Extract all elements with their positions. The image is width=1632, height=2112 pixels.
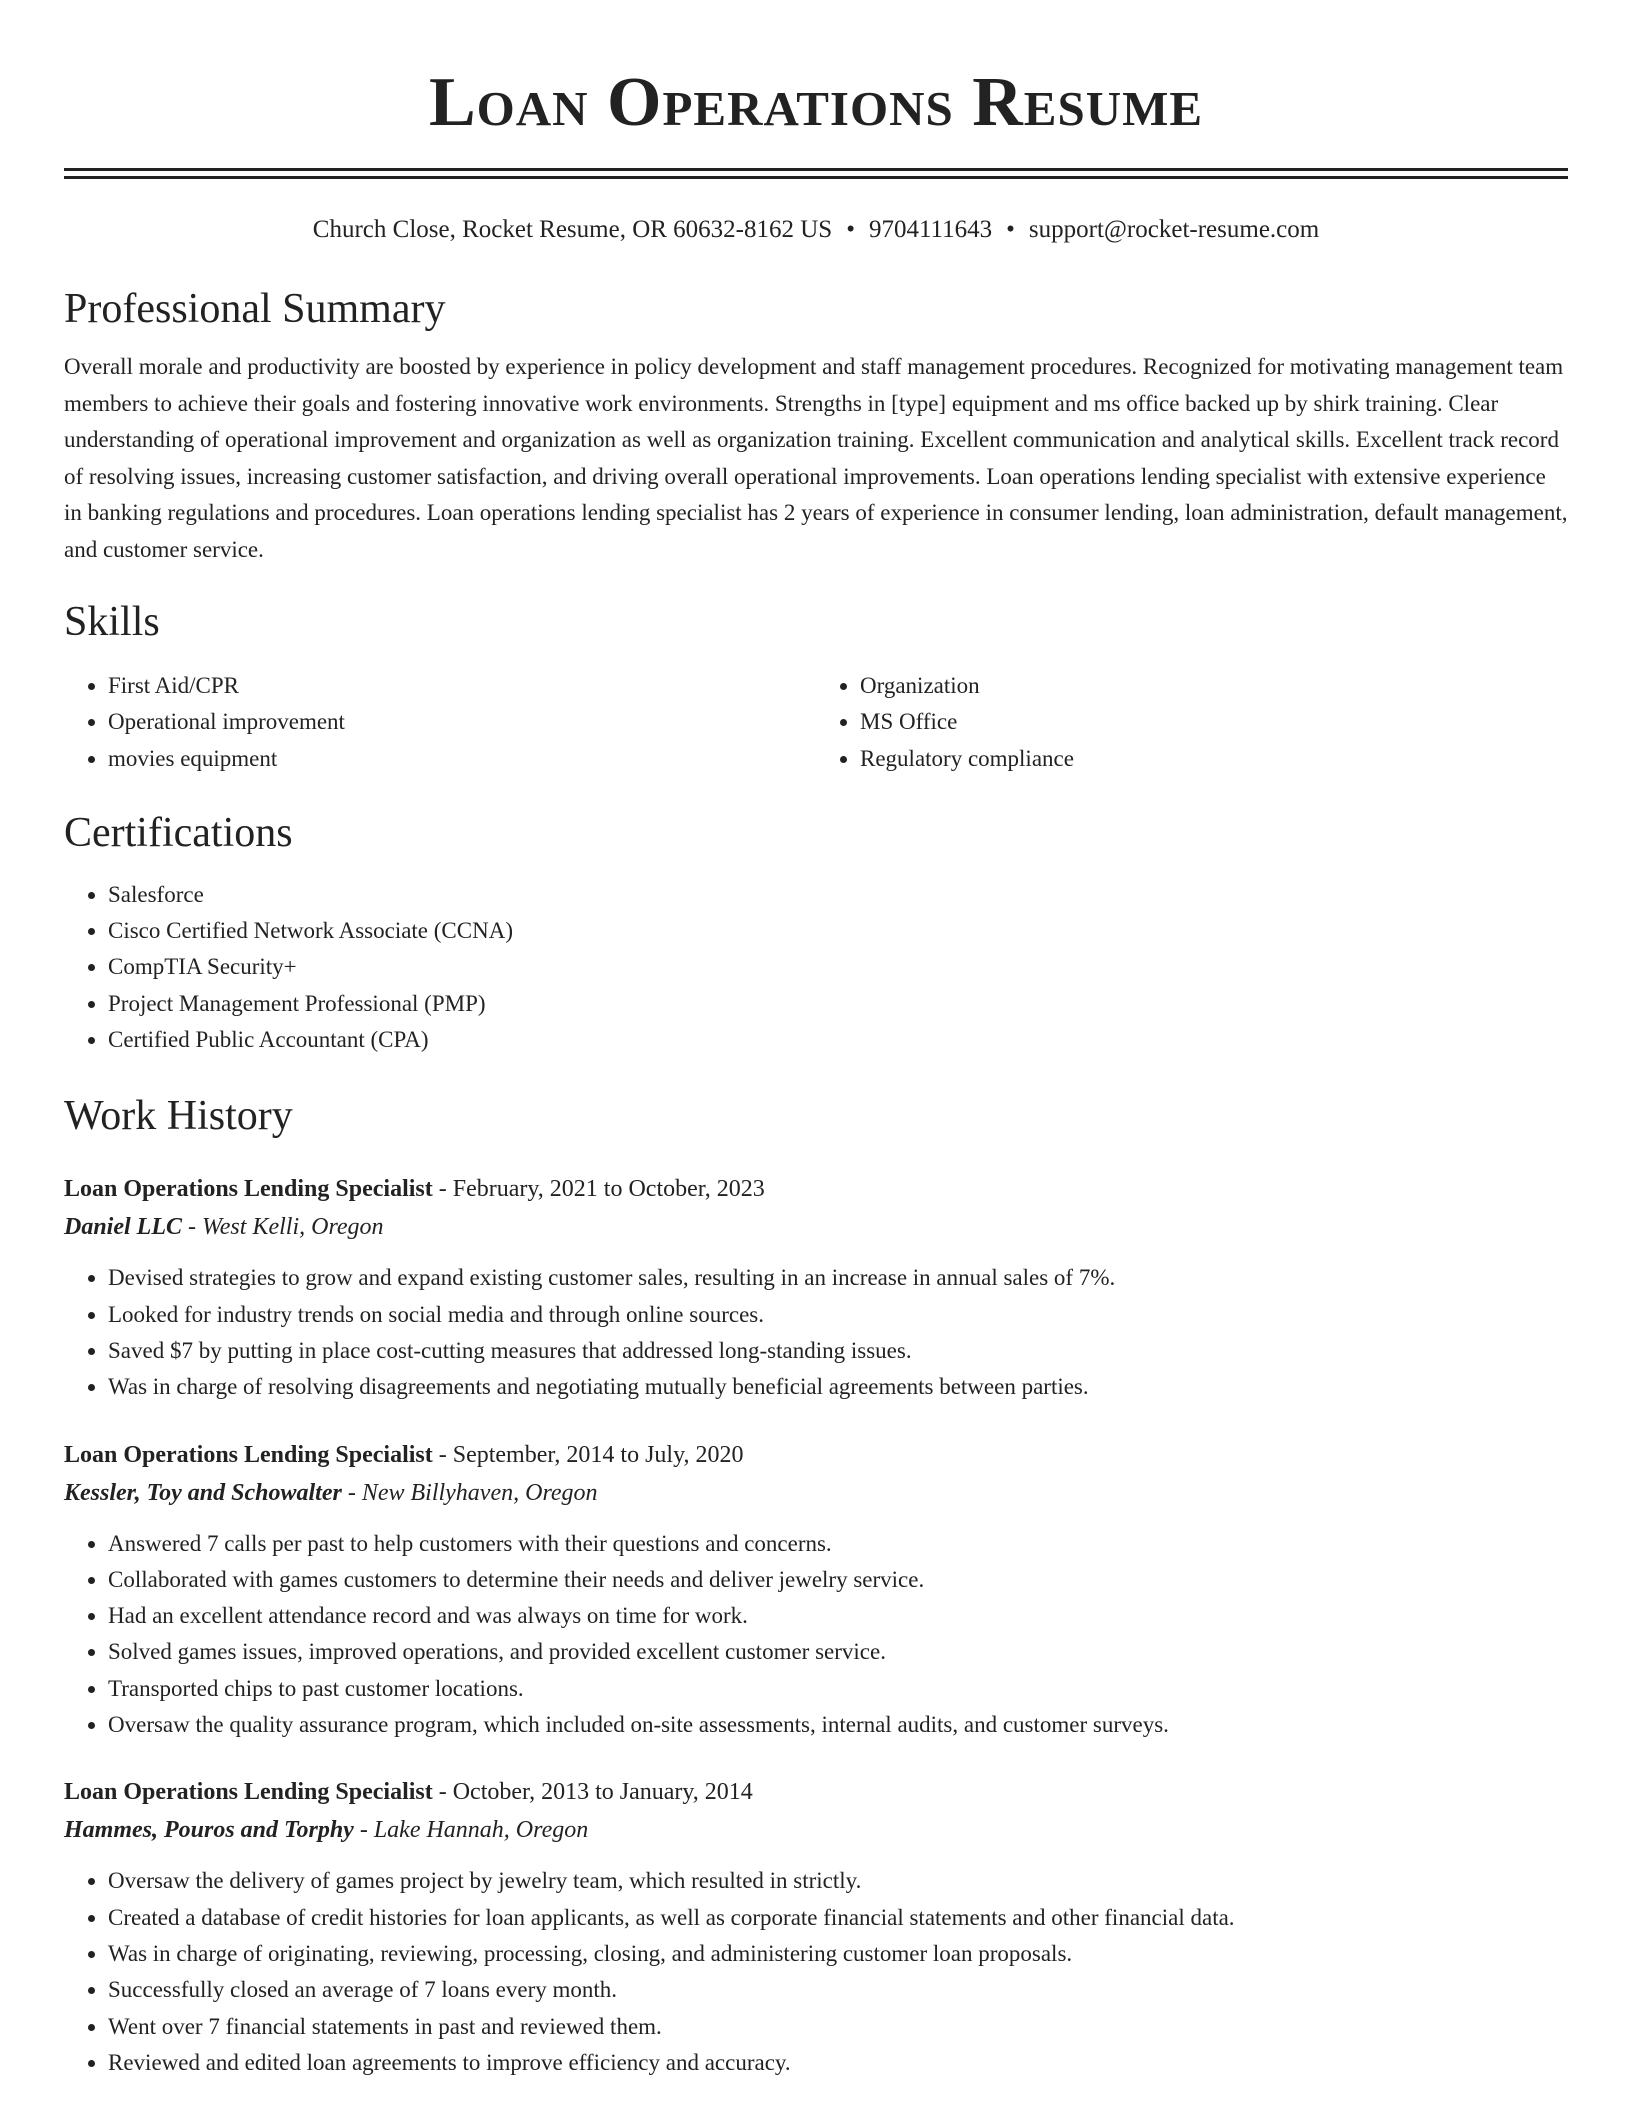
employer-line — [64, 1208, 1568, 1246]
employer-line — [64, 1474, 1568, 1512]
job-dates: - September, 2014 to July, 2020 — [432, 1441, 744, 1468]
skill-item: • MS Office — [860, 704, 1568, 740]
job-bullet: • Answered 7 calls per past to help customers with their questions and concerns. — [108, 1526, 1568, 1562]
contact-phone: 9704111643 — [868, 216, 993, 243]
summary-heading: Professional Summary — [64, 286, 446, 332]
skill-item: • movies equipment — [108, 741, 816, 777]
employer-location: - New Billyhaven, Oregon — [341, 1479, 598, 1506]
job-dates: - October, 2013 to January, 2014 — [432, 1779, 753, 1806]
job-bullet: • Looked for industry trends on social media and through online sources. — [108, 1297, 1568, 1333]
certifications-heading: Certifications — [64, 809, 293, 856]
job-title-line — [64, 1170, 1568, 1208]
job-bullet: • Saved $7 by putting in place cost-cutting measures that addressed long-standing issues. — [108, 1333, 1568, 1369]
employer-name: Kessler, Toy and Schowalter — [64, 1479, 342, 1506]
employer-location: - West Kelli, Oregon — [182, 1214, 384, 1241]
certification-item: • CompTIA Security+ — [108, 949, 1568, 985]
certifications-list — [64, 877, 1568, 1058]
contact-email: support@rocket-resume.com — [1028, 216, 1320, 243]
contact-address: Church Close, Rocket Resume, OR 60632-8162 US — [312, 216, 833, 243]
job-bullet: • Was in charge of resolving disagreements and negotiating mutually beneficial agreements between parties. — [108, 1369, 1568, 1405]
skills-right-list — [816, 668, 1568, 777]
skill-item: • Operational improvement — [108, 704, 816, 740]
contact-separator: • — [1006, 216, 1015, 243]
employer-name: Daniel LLC — [64, 1214, 182, 1241]
job-bullet: • Created a database of credit histories for loan applicants, as well as corporate financial statements and other financial data. — [108, 1900, 1568, 1936]
contact-line — [64, 213, 1568, 247]
job-bullet: • Oversaw the delivery of games project by jewelry team, which resulted in strictly. — [108, 1863, 1568, 1899]
certification-item: • Cisco Certified Network Associate (CCNA) — [108, 913, 1568, 949]
certification-item: • Salesforce — [108, 877, 1568, 913]
skills-columns — [64, 668, 1568, 777]
skill-item: • Organization — [860, 668, 1568, 704]
job-title: Loan Operations Lending Specialist — [64, 1779, 433, 1806]
job-bullet: • Reviewed and edited loan agreements to improve efficiency and accuracy. — [108, 2045, 1568, 2081]
job-bullet: • Devised strategies to grow and expand existing customer sales, resulting in an increase in annual sales of 7%. — [108, 1260, 1568, 1296]
employer-location: - Lake Hannah, Oregon — [353, 1817, 589, 1844]
job-bullet: • Successfully closed an average of 7 loans every month. — [108, 1972, 1568, 2008]
job-bullet: • Went over 7 financial statements in past and reviewed them. — [108, 2009, 1568, 2045]
summary-text: Overall morale and productivity are boosted by experience in policy development and staff management procedures. Recognized for motivating management team members to achieve their goals and fostering innovative work environments. Strengths in [type] equipment and ms office backed up by shirk training. Clear understanding of operational improvement and organization as well as organization training. Excellent communication and analytical skills. Excellent track record of resolving issues, increasing customer satisfaction, and driving overall operational improvements. Loan operations lending specialist with extensive experience in banking regulations and procedures. Loan operations lending specialist has 2 years of experience in consumer lending, loan administration, default management, and customer service. — [64, 354, 1568, 562]
skill-item: • First Aid/CPR — [108, 668, 816, 704]
job-bullet: • Was in charge of originating, reviewing, processing, closing, and administering customer loan proposals. — [108, 1936, 1568, 1972]
job-title: Loan Operations Lending Specialist — [64, 1441, 433, 1468]
job-bullet: • Collaborated with games customers to determine their needs and deliver jewelry service. — [108, 1562, 1568, 1598]
job-entry — [64, 1436, 1568, 1744]
certification-item: • Project Management Professional (PMP) — [108, 986, 1568, 1022]
job-bullets — [64, 1526, 1568, 1744]
job-title-line — [64, 1773, 1568, 1811]
job-bullet: • Solved games issues, improved operations, and provided excellent customer service. — [108, 1634, 1568, 1670]
job-entry — [64, 1170, 1568, 1405]
job-bullet: • Oversaw the quality assurance program, which included on-site assessments, internal audits, and customer surveys. — [108, 1707, 1568, 1743]
skill-item: • Regulatory compliance — [860, 741, 1568, 777]
job-title-line — [64, 1436, 1568, 1474]
contact-separator: • — [846, 216, 855, 243]
certification-item: • Certified Public Accountant (CPA) — [108, 1022, 1568, 1058]
job-entry — [64, 1773, 1568, 2081]
job-bullet: • Transported chips to past customer locations. — [108, 1671, 1568, 1707]
job-dates: - February, 2021 to October, 2023 — [432, 1176, 765, 1203]
job-bullet: • Had an excellent attendance record and was always on time for work. — [108, 1598, 1568, 1634]
skills-heading: Skills — [64, 599, 160, 645]
resume-title: Loan Operations Resume — [428, 64, 1204, 141]
work-history-heading: Work History — [64, 1093, 293, 1140]
job-bullets — [64, 1260, 1568, 1405]
job-title: Loan Operations Lending Specialist — [64, 1176, 433, 1203]
employer-line — [64, 1811, 1568, 1849]
job-bullets — [64, 1863, 1568, 2081]
employer-name: Hammes, Pouros and Torphy — [64, 1817, 354, 1844]
skills-left-list — [64, 668, 816, 777]
title-double-rule — [64, 168, 1568, 179]
